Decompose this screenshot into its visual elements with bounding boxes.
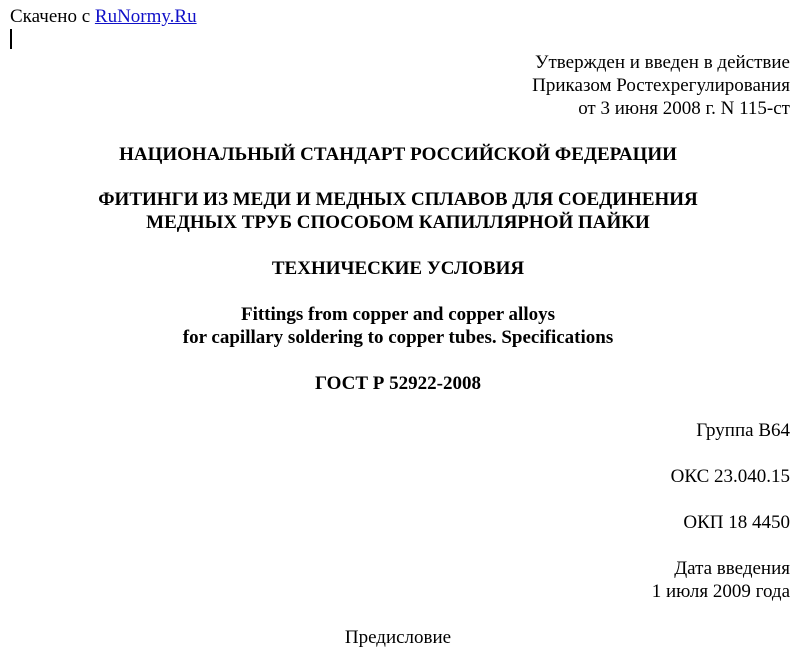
effective-date-block — [652, 557, 790, 603]
oks-code: ОКС 23.040.15 — [670, 466, 790, 487]
source-prefix: Скачено с — [10, 6, 95, 27]
national-standard-heading: НАЦИОНАЛЬНЫЙ СТАНДАРТ РОССИЙСКОЙ ФЕДЕРАЦИИ — [119, 144, 677, 165]
source-link[interactable]: RuNormy.Ru — [94, 6, 197, 27]
english-title-line-1: Fittings from copper and copper alloys — [240, 304, 556, 325]
okp-code: ОКП 18 4450 — [683, 512, 790, 533]
english-title — [0, 303, 796, 349]
approval-line-3: от 3 июня 2008 г. N 115-ст — [578, 98, 790, 119]
english-title-line-2: for capillary soldering to copper tubes. Specifications — [182, 327, 614, 348]
title-line-2: МЕДНЫХ ТРУБ СПОСОБОМ КАПИЛЛЯРНОЙ ПАЙКИ — [146, 212, 650, 233]
group-code: Группа В64 — [696, 420, 790, 441]
effective-date-label: Дата введения — [674, 558, 790, 579]
approval-block — [532, 51, 790, 120]
text-cursor — [10, 29, 12, 49]
title-line-1: ФИТИНГИ ИЗ МЕДИ И МЕДНЫХ СПЛАВОВ ДЛЯ СОЕДИНЕНИЯ — [98, 189, 698, 210]
approval-line-1: Утвержден и введен в действие — [535, 52, 790, 73]
document-subtitle: ТЕХНИЧЕСКИЕ УСЛОВИЯ — [271, 258, 525, 279]
document-title — [0, 188, 796, 234]
effective-date-value: 1 июля 2009 года — [651, 581, 790, 602]
foreword-heading: Предисловие — [344, 627, 452, 648]
standard-number: ГОСТ Р 52922-2008 — [315, 373, 481, 394]
approval-line-2: Приказом Ростехрегулирования — [532, 75, 790, 96]
source-line — [10, 5, 197, 28]
